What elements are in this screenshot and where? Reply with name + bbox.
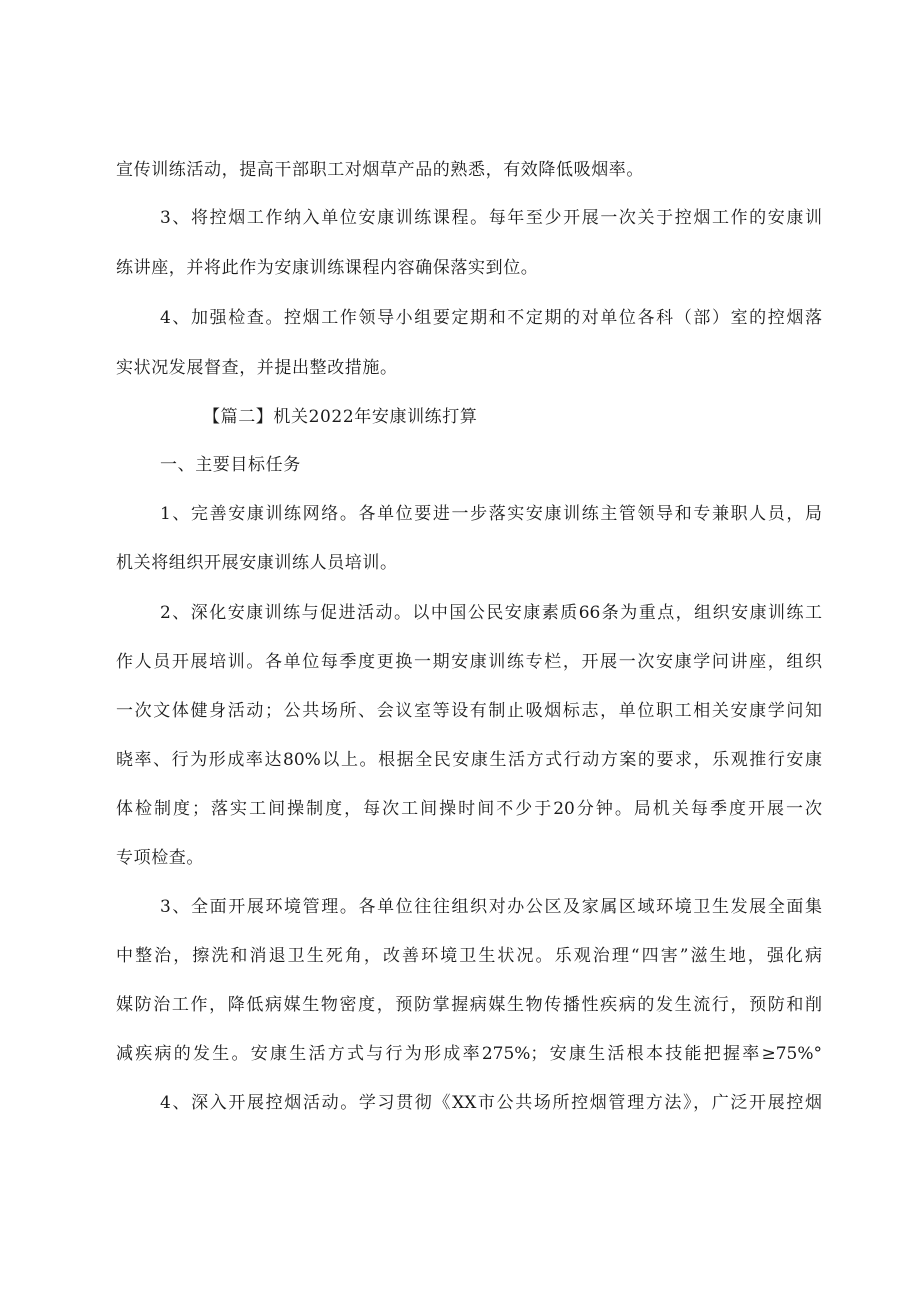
paragraph-line: 作人员开展培训。各单位每季度更换一期安康训练专栏，开展一次安康学问讲座，组织 [116, 652, 822, 672]
paragraph-line: 3、全面开展环境管理。各单位往往组织对办公区及家属区域环境卫生发展全面集 [160, 897, 822, 917]
paragraph-line: 体检制度；落实工间操制度，每次工间操时间不少于20分钟。局机关每季度开展一次 [116, 799, 822, 819]
paragraph-line: 专项检查。 [116, 848, 204, 868]
subsection-heading: 一、主要目标任务 [160, 455, 301, 475]
paragraph-line: 实状况发展督查，并提出整改措施。 [116, 358, 398, 378]
paragraph-line: 中整治，擦洗和消退卫生死角，改善环境卫生状况。乐观治理“四害”滋生地，强化病 [116, 946, 822, 966]
paragraph-line: 2、深化安康训练与促进活动。以中国公民安康素质66条为重点，组织安康训练工 [160, 603, 822, 623]
paragraph-line: 一次文体健身活动；公共场所、会议室等设有制止吸烟标志，单位职工相关安康学问知 [116, 701, 822, 721]
paragraph-line: 练讲座，并将此作为安康训练课程内容确保落实到位。 [116, 258, 539, 278]
section-heading: 【篇二】机关2022年安康训练打算 [203, 407, 478, 427]
paragraph-line: 4、加强检查。控烟工作领导小组要定期和不定期的对单位各科（部）室的控烟落 [160, 308, 822, 328]
paragraph-line: 机关将组织开展安康训练人员培训。 [116, 553, 398, 573]
paragraph-line: 媒防治工作，降低病媒生物密度，预防掌握病媒生物传播性疾病的发生流行，预防和削 [116, 995, 822, 1015]
paragraph-line: 3、将控烟工作纳入单位安康训练课程。每年至少开展一次关于控烟工作的安康训 [160, 208, 822, 228]
paragraph-line: 减疾病的发生。安康生活方式与行为形成率275%；安康生活根本技能把握率≥75%° [116, 1044, 822, 1064]
paragraph-line: 宣传训练活动，提高干部职工对烟草产品的熟悉，有效降低吸烟率。 [116, 160, 644, 180]
paragraph-line: 1、完善安康训练网络。各单位要进一步落实安康训练主管领导和专兼职人员，局 [160, 504, 822, 524]
paragraph-line: 晓率、行为形成率达80%以上。根据全民安康生活方式行动方案的要求，乐观推行安康 [116, 750, 822, 770]
paragraph-line: 4、深入开展控烟活动。学习贯彻《XX市公共场所控烟管理方法》，广泛开展控烟 [160, 1093, 822, 1113]
